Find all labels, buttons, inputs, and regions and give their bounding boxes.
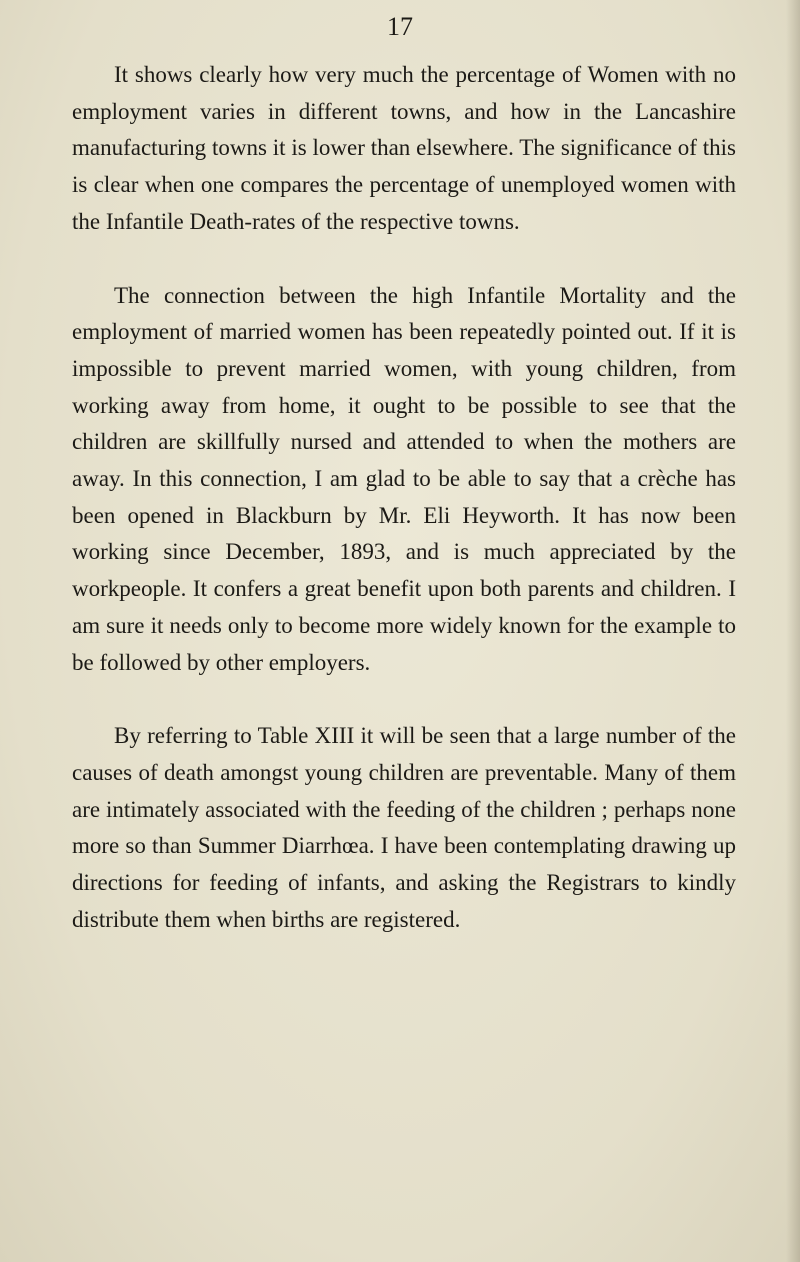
page-number: 17 xyxy=(387,12,413,41)
paragraph-1 xyxy=(72,57,736,241)
paragraph-2 xyxy=(72,278,736,682)
paragraph-2-text: The connection between the high Infantile Mortality and the employment of married women has been repeatedly pointed out. If it is impossible to prevent married women, with young children, from working away from home, it ought to be possible to see that the children are skillfully nursed and attended to when the mothers are away. In this connection, I am glad to be able to say that a crèche has been opened in Blackburn by Mr. Eli Heyworth. It has now been working since December, 1893, and is much appreciated by the workpeople. It confers a great benefit upon both parents and children. I am sure it needs only to become more widely known for the example to be followed by other employers. xyxy=(72,282,736,675)
paragraph-3 xyxy=(72,718,736,938)
page-edge-shadow xyxy=(786,0,800,1262)
paragraph-3-text: By referring to Table XIII it will be seen that a large number of the causes of death amongst young children are preventable. Many of them are intimately associated with the feeding of the children ; perhaps none more so than Summer Diarrhœa. I have been contemplating drawing up directions for feeding of infants, and asking the Registrars to kindly distribute them when births are registered. xyxy=(72,723,736,932)
paragraph-1-text: It shows clearly how very much the percentage of Women with no employment varies in different towns, and how in the Lancashire manufacturing towns it is lower than elsewhere. The significance of this is clear when one compares the percentage of unemployed women with the Infantile Death-rates of the respective towns. xyxy=(72,62,736,234)
body-text xyxy=(72,57,736,938)
